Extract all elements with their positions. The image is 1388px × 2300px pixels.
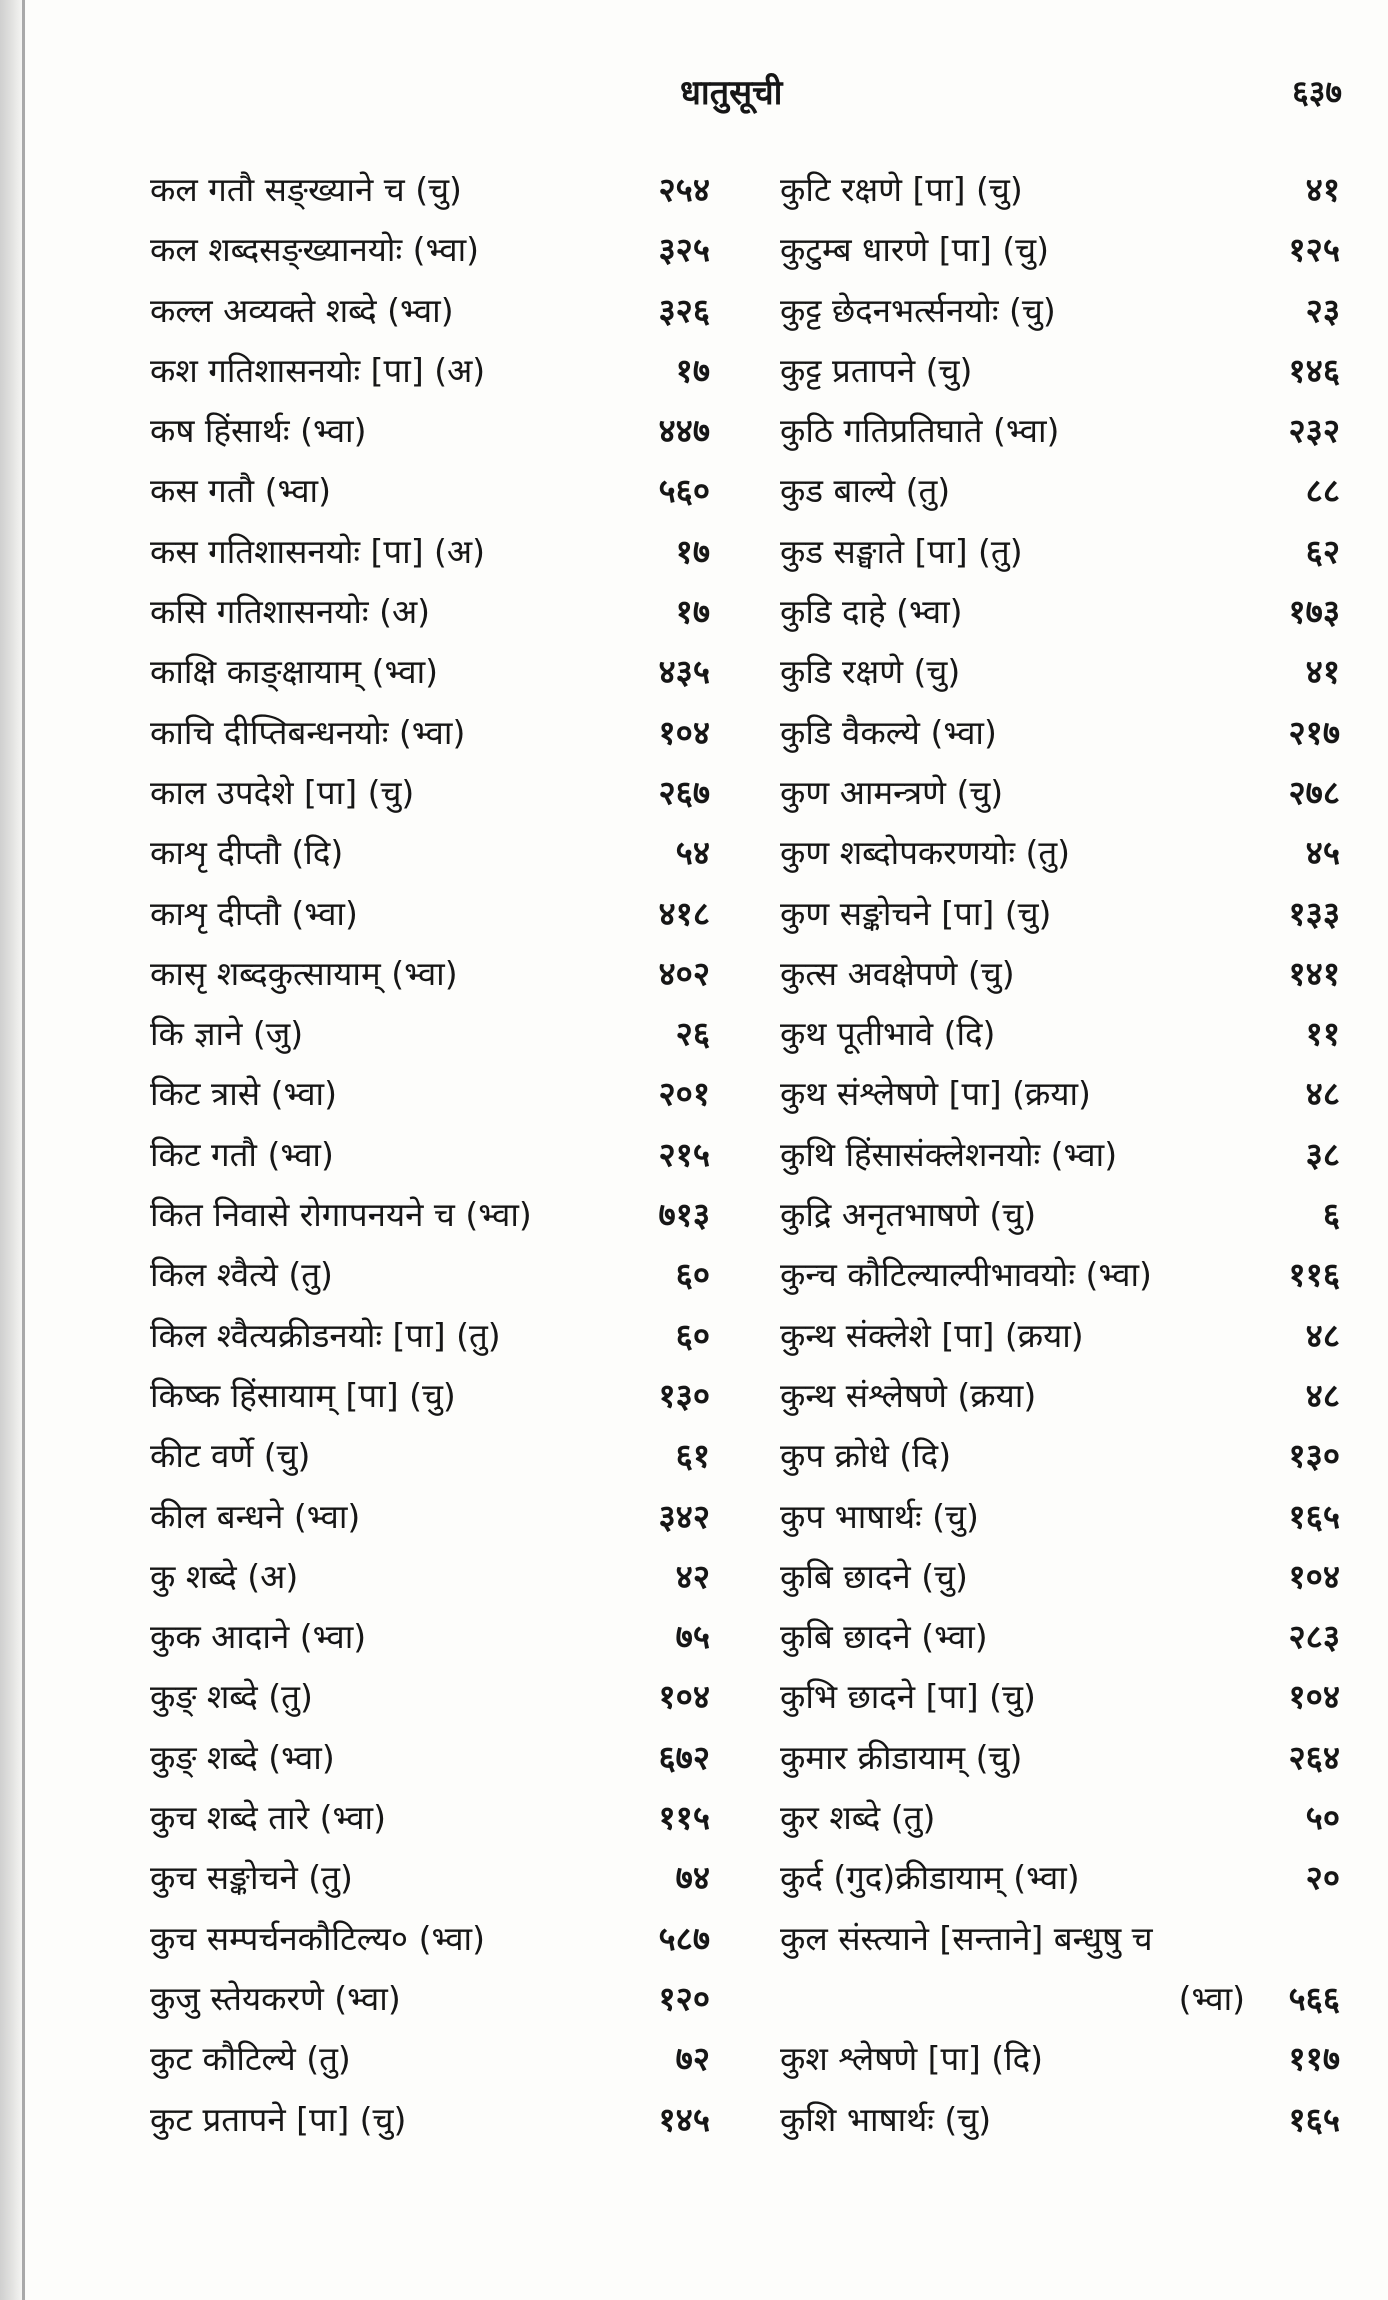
dhatu-root: कु शब्दे (अ) [150, 1556, 299, 1596]
page-reference: २१७ [1288, 712, 1340, 752]
index-entry [780, 160, 1340, 220]
page-reference: २३ [1305, 290, 1340, 330]
index-entry [150, 1185, 710, 1245]
index-entry [780, 1366, 1340, 1426]
index-entry [780, 1909, 1340, 2030]
dhatu-root: किट त्रासे (भ्वा) [150, 1074, 337, 1114]
dhatu-root: कुजु स्तेयकरणे (भ्वा) [150, 1978, 401, 2018]
index-entry [780, 341, 1340, 401]
index-entry [780, 1728, 1340, 1788]
page-reference: ५० [1305, 1798, 1340, 1838]
dhatu-root: कुटि रक्षणे [पा] (चु) [780, 170, 1023, 209]
page-reference: ५६० [658, 471, 710, 511]
page-reference: ६० [675, 1255, 710, 1295]
page-reference: ५४ [675, 833, 710, 873]
index-entry [780, 2029, 1340, 2089]
dhatu-root: काल उपदेशे [पा] (चु) [150, 772, 415, 812]
dhatu-root: कुङ् शब्दे (भ्वा) [150, 1737, 335, 1777]
dhatu-root: कुच सम्पर्चनकौटिल्य० (भ्वा) [150, 1918, 485, 1958]
index-entry [150, 461, 710, 521]
index-entry [780, 522, 1340, 582]
index-entry [780, 1426, 1340, 1486]
page-reference: २७८ [1288, 772, 1340, 812]
page-reference: १६५ [1288, 1496, 1340, 1536]
page-reference: ३८ [1305, 1134, 1340, 1174]
index-entry [150, 160, 710, 220]
dhatu-root: कुच सङ्कोचने (तु) [150, 1858, 353, 1898]
page-reference: २१५ [658, 1134, 710, 1174]
index-entry [150, 2029, 710, 2089]
index-entry [780, 1848, 1340, 1908]
index-entry [150, 1607, 710, 1667]
dhatu-root: कुड सङ्घाते [पा] (तु) [780, 531, 1023, 571]
page-reference: १४६ [1288, 350, 1340, 390]
dhatu-root: कस गतिशासनयोः [पा] (अ) [150, 531, 486, 571]
index-entry [780, 1788, 1340, 1848]
dhatu-root: कासृ शब्दकुत्सायाम् (भ्वा) [150, 953, 458, 993]
page-reference: ४८ [1305, 1375, 1340, 1415]
index-entry [780, 823, 1340, 883]
page-reference: २०१ [658, 1074, 710, 1114]
page-reference: ६० [675, 1315, 710, 1355]
index-entry [150, 1848, 710, 1908]
dhatu-root: काचि दीप्तिबन्धनयोः (भ्वा) [150, 712, 466, 752]
index-entry [780, 1306, 1340, 1366]
dhatu-root: कुर्द (गुद)क्रीडायाम् (भ्वा) [780, 1858, 1080, 1898]
index-entry [150, 1366, 710, 1426]
page-reference: ६१ [675, 1436, 710, 1476]
dhatu-root: कुथ संश्लेषणे [पा] (क्रया) [780, 1074, 1091, 1114]
page-reference: ११५ [658, 1798, 710, 1838]
index-entry [150, 1487, 710, 1547]
index-entry [150, 341, 710, 401]
index-entry [150, 401, 710, 461]
dhatu-root: कुभि छादने [पा] (चु) [780, 1677, 1036, 1717]
index-entry [150, 1547, 710, 1607]
page-reference: ५६६ [1288, 1978, 1340, 2018]
page-reference: ४५ [1305, 833, 1340, 873]
dhatu-root: कष हिंसार्थः (भ्वा) [150, 411, 367, 451]
page-reference: १७३ [1288, 592, 1340, 632]
dhatu-root: कित निवासे रोगापनयने च (भ्वा) [150, 1195, 532, 1235]
page-reference: ४०२ [658, 953, 710, 993]
page-reference: ७५ [675, 1617, 710, 1657]
index-entry [150, 2090, 710, 2150]
dhatu-root: कुप भाषार्थः (चु) [780, 1496, 979, 1536]
page-reference: ४४७ [658, 411, 710, 451]
dhatu-root: काशृ दीप्तौ (दि) [150, 833, 344, 873]
page-reference: १२५ [1288, 230, 1340, 270]
dhatu-root: कल्ल अव्यक्ते शब्दे (भ्वा) [150, 290, 454, 330]
dhatu-root: कुठि गतिप्रतिघाते (भ्वा) [780, 411, 1060, 451]
page-reference: १३० [658, 1375, 710, 1415]
right-column [780, 160, 1340, 2150]
running-title: धातुसूची [680, 73, 783, 113]
page-reference: ८८ [1305, 471, 1340, 511]
dhatu-root: कल गतौ सङ्ख्याने च (चु) [150, 170, 462, 209]
index-entry [150, 1426, 710, 1486]
dhatu-root: कुर शब्दे (तु) [780, 1798, 936, 1838]
index-entry [780, 944, 1340, 1004]
dhatu-root: कुङ् शब्दे (तु) [150, 1677, 313, 1717]
page-reference: २५४ [658, 170, 710, 209]
page-reference: २६ [675, 1014, 710, 1054]
page-reference: ४१ [1305, 652, 1340, 692]
index-entry [150, 884, 710, 944]
index-entry [150, 220, 710, 280]
page-reference: १२० [658, 1978, 710, 2018]
dhatu-root: कुशि भाषार्थः (चु) [780, 2099, 992, 2139]
page-reference: ११७ [1288, 2039, 1340, 2079]
index-entry [150, 1909, 710, 1969]
dhatu-root: कल शब्दसङ्ख्यानयोः (भ्वा) [150, 230, 480, 270]
dhatu-root: काशृ दीप्तौ (भ्वा) [150, 893, 358, 933]
dhatu-root: किट गतौ (भ्वा) [150, 1134, 334, 1174]
dhatu-root: कुटुम्ब धारणे [पा] (चु) [780, 230, 1049, 270]
page-header [150, 60, 1350, 120]
index-entry [780, 1064, 1340, 1124]
dhatu-root: कुण सङ्कोचने [पा] (चु) [780, 893, 1052, 933]
index-entry [780, 1607, 1340, 1667]
index-entry [780, 1547, 1340, 1607]
page-reference: २६७ [658, 772, 710, 812]
index-entry [780, 461, 1340, 521]
dhatu-class-continuation: (भ्वा) [1178, 1978, 1245, 2018]
page-binding-edge [22, 0, 25, 2300]
index-entry [780, 401, 1340, 461]
page-number: ६३७ [1292, 73, 1342, 111]
page-reference: ५८७ [658, 1918, 710, 1958]
index-entry [150, 1125, 710, 1185]
dhatu-root: कसि गतिशासनयोः (अ) [150, 592, 431, 632]
index-entry [780, 1245, 1340, 1305]
dhatu-root: कुण शब्दोपकरणयोः (तु) [780, 833, 1071, 873]
page-reference: १०४ [1288, 1677, 1340, 1717]
page-reference: ४३५ [658, 652, 710, 692]
page-reference: ४१ [1305, 170, 1340, 209]
page-reference: २० [1305, 1858, 1340, 1898]
index-entry [780, 2090, 1340, 2150]
dhatu-root: कुडि वैकल्ये (भ्वा) [780, 712, 997, 752]
page-reference: ३२६ [658, 290, 710, 330]
dhatu-root: कुट्ट छेदनभर्त्सनयोः (चु) [780, 290, 1056, 330]
page-reference: २८३ [1288, 1617, 1340, 1657]
dhatu-root: कुत्स अवक्षेपणे (चु) [780, 953, 1015, 993]
index-entry [150, 1245, 710, 1305]
index-entry [780, 582, 1340, 642]
page-reference: ६७२ [658, 1737, 710, 1777]
dhatu-root: कुड बाल्ये (तु) [780, 471, 951, 511]
index-entry [780, 1125, 1340, 1185]
index-entry [150, 763, 710, 823]
dhatu-root: कुद्रि अनृतभाषणे (चु) [780, 1195, 1037, 1235]
dhatu-root: कुन्थ संश्लेषणे (क्रया) [780, 1375, 1037, 1415]
dhatu-root: कुश श्लेषणे [पा] (दि) [780, 2039, 1044, 2079]
index-entry [150, 281, 710, 341]
index-entry [150, 1306, 710, 1366]
dhatu-root: कील बन्धने (भ्वा) [150, 1496, 361, 1536]
page-reference: १६५ [1288, 2099, 1340, 2139]
page-reference: ६२ [1305, 531, 1340, 571]
index-entry [780, 281, 1340, 341]
page-reference: ३२५ [658, 230, 710, 270]
index-entry [150, 1064, 710, 1124]
dhatu-root: कुन्थ संक्लेशे [पा] (क्रया) [780, 1315, 1084, 1355]
page-reference: ७१३ [658, 1195, 710, 1235]
dhatu-root: कुडि रक्षणे (चु) [780, 652, 961, 692]
dhatu-root: कुडि दाहे (भ्वा) [780, 592, 963, 632]
page-reference: ७२ [675, 2039, 710, 2079]
dhatu-root: किष्क हिंसायाम् [पा] (चु) [150, 1375, 456, 1415]
index-entry [780, 1667, 1340, 1727]
index-entry [150, 582, 710, 642]
page-reference: ४२ [675, 1556, 710, 1596]
dhatu-root: कुबि छादने (भ्वा) [780, 1617, 988, 1657]
page-reference: १०४ [658, 1677, 710, 1717]
index-entry [780, 884, 1340, 944]
page-reference: ११ [1305, 1014, 1340, 1054]
index-entry [150, 1728, 710, 1788]
dhatu-root: कुट प्रतापने [पा] (चु) [150, 2099, 407, 2139]
dhatu-root: कुल संस्त्याने [सन्ताने] बन्धुषु च [780, 1918, 1153, 1958]
page-reference: ४१८ [658, 893, 710, 933]
dhatu-root: किल श्वैत्यक्रीडनयोः [पा] (तु) [150, 1315, 501, 1355]
page-reference: १३० [1288, 1436, 1340, 1476]
index-entry [150, 823, 710, 883]
index-entry [780, 220, 1340, 280]
dhatu-root: कश गतिशासनयोः [पा] (अ) [150, 350, 486, 390]
page-reference: ४८ [1305, 1074, 1340, 1114]
dhatu-root: कीट वर्णे (चु) [150, 1436, 311, 1476]
dhatu-root: कुक आदाने (भ्वा) [150, 1617, 367, 1657]
left-column [150, 160, 710, 2150]
dhatu-root: कुट कौटिल्ये (तु) [150, 2039, 351, 2079]
index-entry [150, 1667, 710, 1727]
page-reference: ३४२ [658, 1496, 710, 1536]
page-reference: ११६ [1288, 1255, 1340, 1295]
dhatu-root: कुप क्रोधे (दि) [780, 1436, 952, 1476]
dhatu-root: काक्षि काङ्क्षायाम् (भ्वा) [150, 652, 439, 692]
dhatu-root: किल श्वैत्ये (तु) [150, 1255, 333, 1295]
dhatu-root: कुट्ट प्रतापने (चु) [780, 350, 973, 390]
page-reference: १०४ [658, 712, 710, 752]
dhatu-root: कुण आमन्त्रणे (चु) [780, 772, 1004, 812]
index-entry [780, 1004, 1340, 1064]
page-reference: ६ [1322, 1195, 1340, 1235]
page-reference: १४१ [1288, 953, 1340, 993]
page-reference: १७ [675, 592, 710, 632]
index-entry [150, 522, 710, 582]
page-reference: १३३ [1288, 893, 1340, 933]
page-reference: ७४ [675, 1858, 710, 1898]
page-reference: २६४ [1288, 1737, 1340, 1777]
index-entry [780, 1487, 1340, 1547]
index-entry [150, 703, 710, 763]
index-entry [150, 944, 710, 1004]
page-reference: ४८ [1305, 1315, 1340, 1355]
page-reference: २३२ [1288, 411, 1340, 451]
index-entry [780, 642, 1340, 702]
dhatu-root: कुमार क्रीडायाम् (चु) [780, 1737, 1023, 1777]
page-reference: १०४ [1288, 1556, 1340, 1596]
dhatu-root: कि ज्ञाने (जु) [150, 1014, 304, 1054]
page-reference: १७ [675, 350, 710, 390]
dhatu-root: कस गतौ (भ्वा) [150, 471, 331, 511]
dhatu-root: कुन्च कौटिल्याल्पीभावयोः (भ्वा) [780, 1255, 1152, 1295]
dhatu-root: कुच शब्दे तारे (भ्वा) [150, 1798, 386, 1838]
page-reference: १४५ [658, 2099, 710, 2139]
dhatu-root: कुथि हिंसासंक्लेशनयोः (भ्वा) [780, 1134, 1118, 1174]
dhatu-root: कुथ पूतीभावे (दि) [780, 1014, 996, 1054]
index-entry [780, 703, 1340, 763]
dhatu-root: कुबि छादने (चु) [780, 1556, 968, 1596]
index-entry [150, 642, 710, 702]
page-reference: १७ [675, 531, 710, 571]
index-entry [150, 1969, 710, 2029]
index-entry [780, 763, 1340, 823]
index-entry [150, 1004, 710, 1064]
index-entry [780, 1185, 1340, 1245]
index-entry [150, 1788, 710, 1848]
